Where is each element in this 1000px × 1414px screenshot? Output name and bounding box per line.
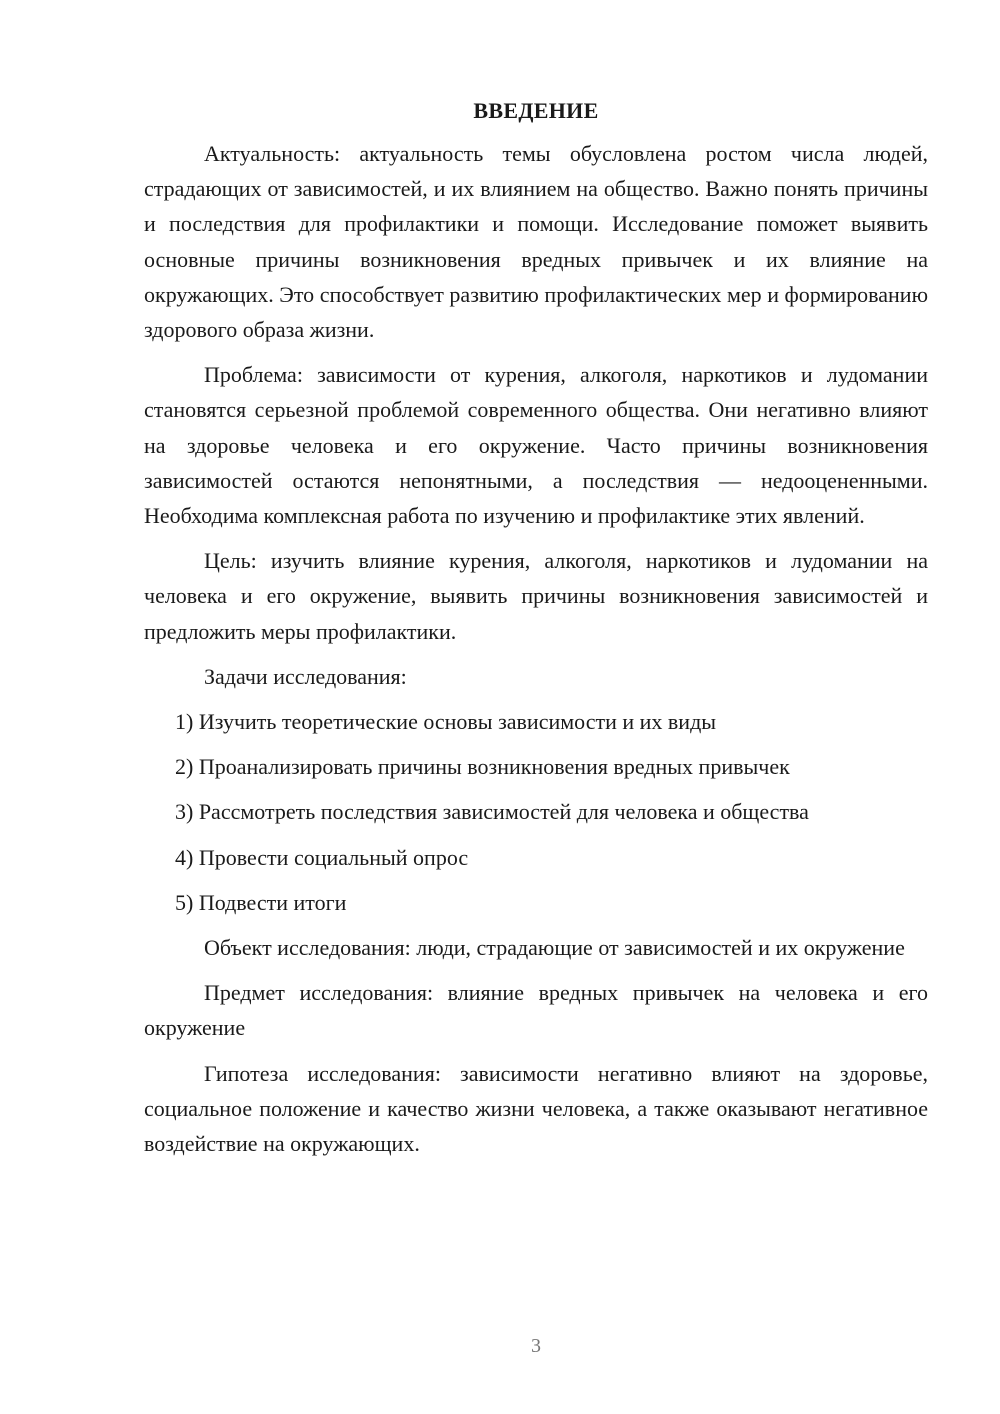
page-content xyxy=(144,96,928,1171)
page-number: 3 xyxy=(531,1335,541,1357)
task-item-3: 3) Рассмотреть последствия зависимостей для человека и общества xyxy=(175,799,809,825)
paragraph-problem: Проблема: зависимости от курения, алкоголя, наркотиков и лудомании становятся серьезной проблемой современного общества. Они негативно влияют на здоровье человека и его окружение. Часто причины возникновения зависимостей остаются непонятными, а последствия — недооцененными. Необходима комплексная работа по изучению и профилактике этих явлений. xyxy=(144,362,928,529)
tasks-heading: Задачи исследования: xyxy=(204,663,407,689)
paragraph-hypothesis: Гипотеза исследования: зависимости негативно влияют на здоровье, социальное положение и качество жизни человека, а также оказывают негативное воздействие на окружающих. xyxy=(144,1060,928,1157)
task-list xyxy=(144,704,928,920)
paragraph-object: Объект исследования: люди, страдающие от зависимостей и их окружение xyxy=(204,935,905,961)
paragraph-goal: Цель: изучить влияние курения, алкоголя, наркотиков и лудомании на человека и его окружение, выявить причины возникновения зависимостей и предложить меры профилактики. xyxy=(144,548,928,644)
section-title: ВВЕДЕНИЕ xyxy=(473,98,599,123)
paragraph-subject: Предмет исследования: влияние вредных привычек на человека и его окружение xyxy=(144,980,928,1041)
task-item-1: 1) Изучить теоретические основы зависимости и их виды xyxy=(175,709,717,735)
task-item-4: 4) Провести социальный опрос xyxy=(175,844,469,870)
task-item-2: 2) Проанализировать причины возникновения вредных привычек xyxy=(175,754,790,780)
task-item-5: 5) Подвести итоги xyxy=(175,889,347,915)
paragraph-relevance: Актуальность: актуальность темы обусловлена ростом числа людей, страдающих от зависимостей, и их влиянием на общество. Важно понять причины и последствия для профилактики и помощи. Исследование поможет выявить основные причины возникновения вредных привычек и их влияние на окружающих. Это способствует развитию профилактических мер и формированию здорового образа жизни. xyxy=(144,141,928,343)
